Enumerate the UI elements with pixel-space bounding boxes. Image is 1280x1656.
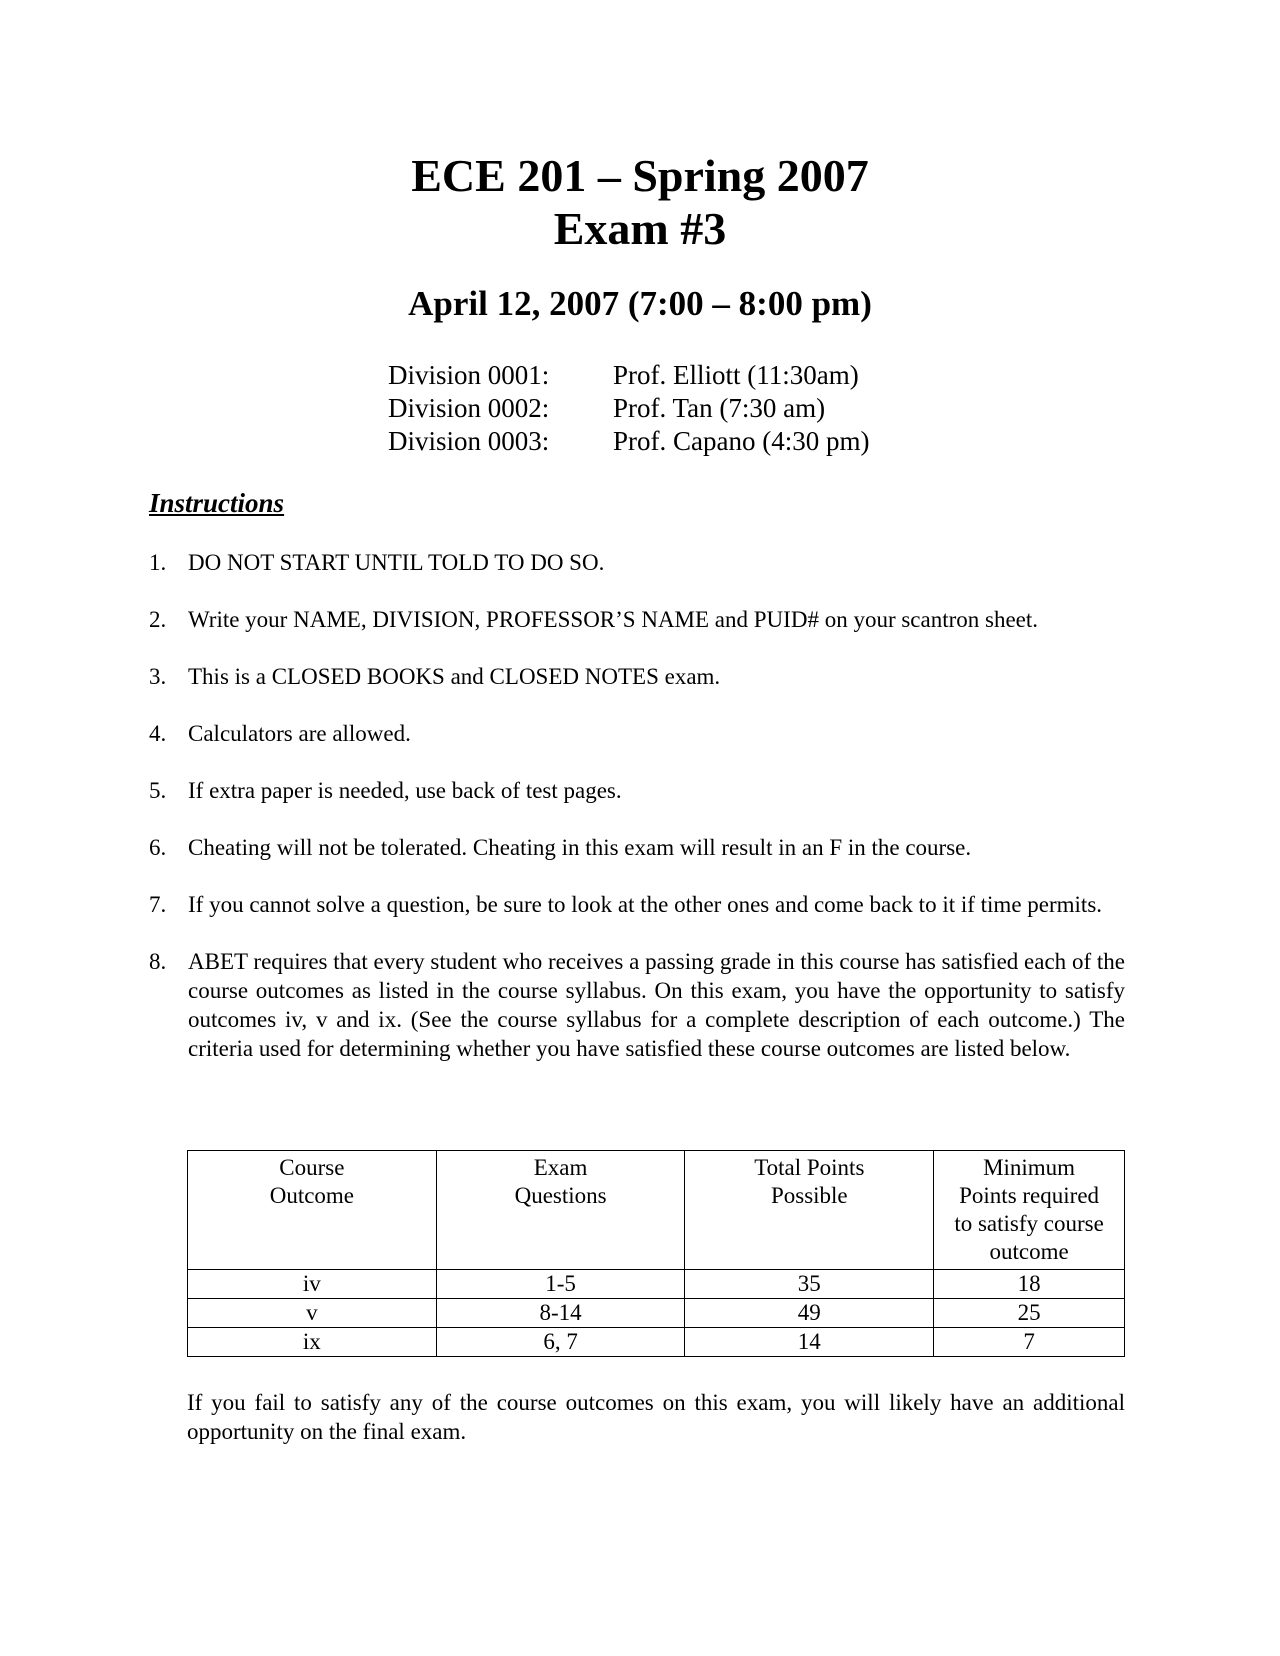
item-text: If extra paper is needed, use back of test pages. xyxy=(188,778,622,803)
header-exam-questions xyxy=(436,1151,685,1270)
header-line: Points required xyxy=(959,1183,1100,1208)
table-row xyxy=(188,1299,1125,1328)
instruction-item xyxy=(149,890,1125,919)
header-line: Total Points xyxy=(754,1155,865,1180)
instruction-item xyxy=(149,662,1125,691)
cell-outcome: v xyxy=(188,1299,437,1328)
header-line: Exam xyxy=(533,1155,588,1180)
item-number: 8. xyxy=(149,949,167,974)
header-total-points xyxy=(685,1151,934,1270)
header-line: Minimum xyxy=(983,1155,1076,1180)
cell-outcome: iv xyxy=(188,1270,437,1299)
header-line: Possible xyxy=(770,1183,848,1208)
division-professor: Prof. Elliott (11:30am) xyxy=(613,360,859,390)
instruction-item xyxy=(149,776,1125,805)
cell-total-points: 35 xyxy=(685,1270,934,1299)
item-text: Write your NAME, DIVISION, PROFESSOR’S NAME and PUID# on your scantron sheet. xyxy=(188,607,1039,632)
instruction-item xyxy=(149,605,1125,634)
item-number: 7. xyxy=(149,892,167,917)
exam-title: Exam #3 xyxy=(553,203,727,254)
item-text: Calculators are allowed. xyxy=(188,721,411,746)
item-number: 3. xyxy=(149,664,167,689)
cell-minimum-points: 25 xyxy=(934,1299,1125,1328)
cell-questions: 1-5 xyxy=(436,1270,685,1299)
cell-questions: 8-14 xyxy=(436,1299,685,1328)
item-number: 6. xyxy=(149,835,167,860)
item-text: ABET requires that every student who receives a passing grade in this course has satisfied each of the course outcomes as listed in the course syllabus. On this exam, you have the opportunity to satisfy outcomes iv, v and ix. (See the course syllabus for a complete description of each outcome.) The criteria used for determining whether you have satisfied these course outcomes are listed below. xyxy=(188,949,1125,1061)
division-list xyxy=(388,359,869,458)
header-line: to satisfy course xyxy=(954,1211,1104,1236)
cell-total-points: 14 xyxy=(685,1328,934,1357)
item-number: 1. xyxy=(149,550,167,575)
division-label: Division 0001: xyxy=(388,360,550,390)
instruction-list xyxy=(149,548,1125,1091)
division-label: Division 0003: xyxy=(388,426,550,456)
division-professor: Prof. Tan (7:30 am) xyxy=(613,393,826,423)
table-header-row xyxy=(188,1151,1125,1270)
header-line: Questions xyxy=(514,1183,607,1208)
division-row xyxy=(388,425,869,458)
cell-questions: 6, 7 xyxy=(436,1328,685,1357)
header-line: outcome xyxy=(989,1239,1069,1264)
table-row xyxy=(188,1328,1125,1357)
cell-minimum-points: 18 xyxy=(934,1270,1125,1299)
instruction-item xyxy=(149,548,1125,577)
instruction-item xyxy=(149,947,1125,1063)
table-row xyxy=(188,1270,1125,1299)
header-course-outcome xyxy=(188,1151,437,1270)
header-line: Course xyxy=(279,1155,345,1180)
item-number: 2. xyxy=(149,607,167,632)
instructions-heading: Instructions xyxy=(149,488,285,518)
outcomes-table xyxy=(187,1150,1125,1357)
division-row xyxy=(388,392,869,425)
course-title: ECE 201 – Spring 2007 xyxy=(411,150,869,201)
closing-note: If you fail to satisfy any of the course outcomes on this exam, you will likely have an additional opportunity on the final exam. xyxy=(187,1390,1125,1444)
item-text: Cheating will not be tolerated. Cheating in this exam will result in an F in the course. xyxy=(188,835,972,860)
item-text: DO NOT START UNTIL TOLD TO DO SO. xyxy=(188,550,605,575)
instruction-item xyxy=(149,719,1125,748)
instruction-item xyxy=(149,833,1125,862)
division-professor: Prof. Capano (4:30 pm) xyxy=(613,426,870,456)
item-number: 5. xyxy=(149,778,167,803)
exam-date: April 12, 2007 (7:00 – 8:00 pm) xyxy=(408,284,872,323)
cell-outcome: ix xyxy=(188,1328,437,1357)
header-line: Outcome xyxy=(269,1183,355,1208)
item-number: 4. xyxy=(149,721,167,746)
cell-minimum-points: 7 xyxy=(934,1328,1125,1357)
division-label: Division 0002: xyxy=(388,393,550,423)
item-text: If you cannot solve a question, be sure to look at the other ones and come back to it if time permits. xyxy=(188,892,1103,917)
item-text: This is a CLOSED BOOKS and CLOSED NOTES exam. xyxy=(188,664,721,689)
header-minimum-points xyxy=(934,1151,1125,1270)
division-row xyxy=(388,359,869,392)
cell-total-points: 49 xyxy=(685,1299,934,1328)
